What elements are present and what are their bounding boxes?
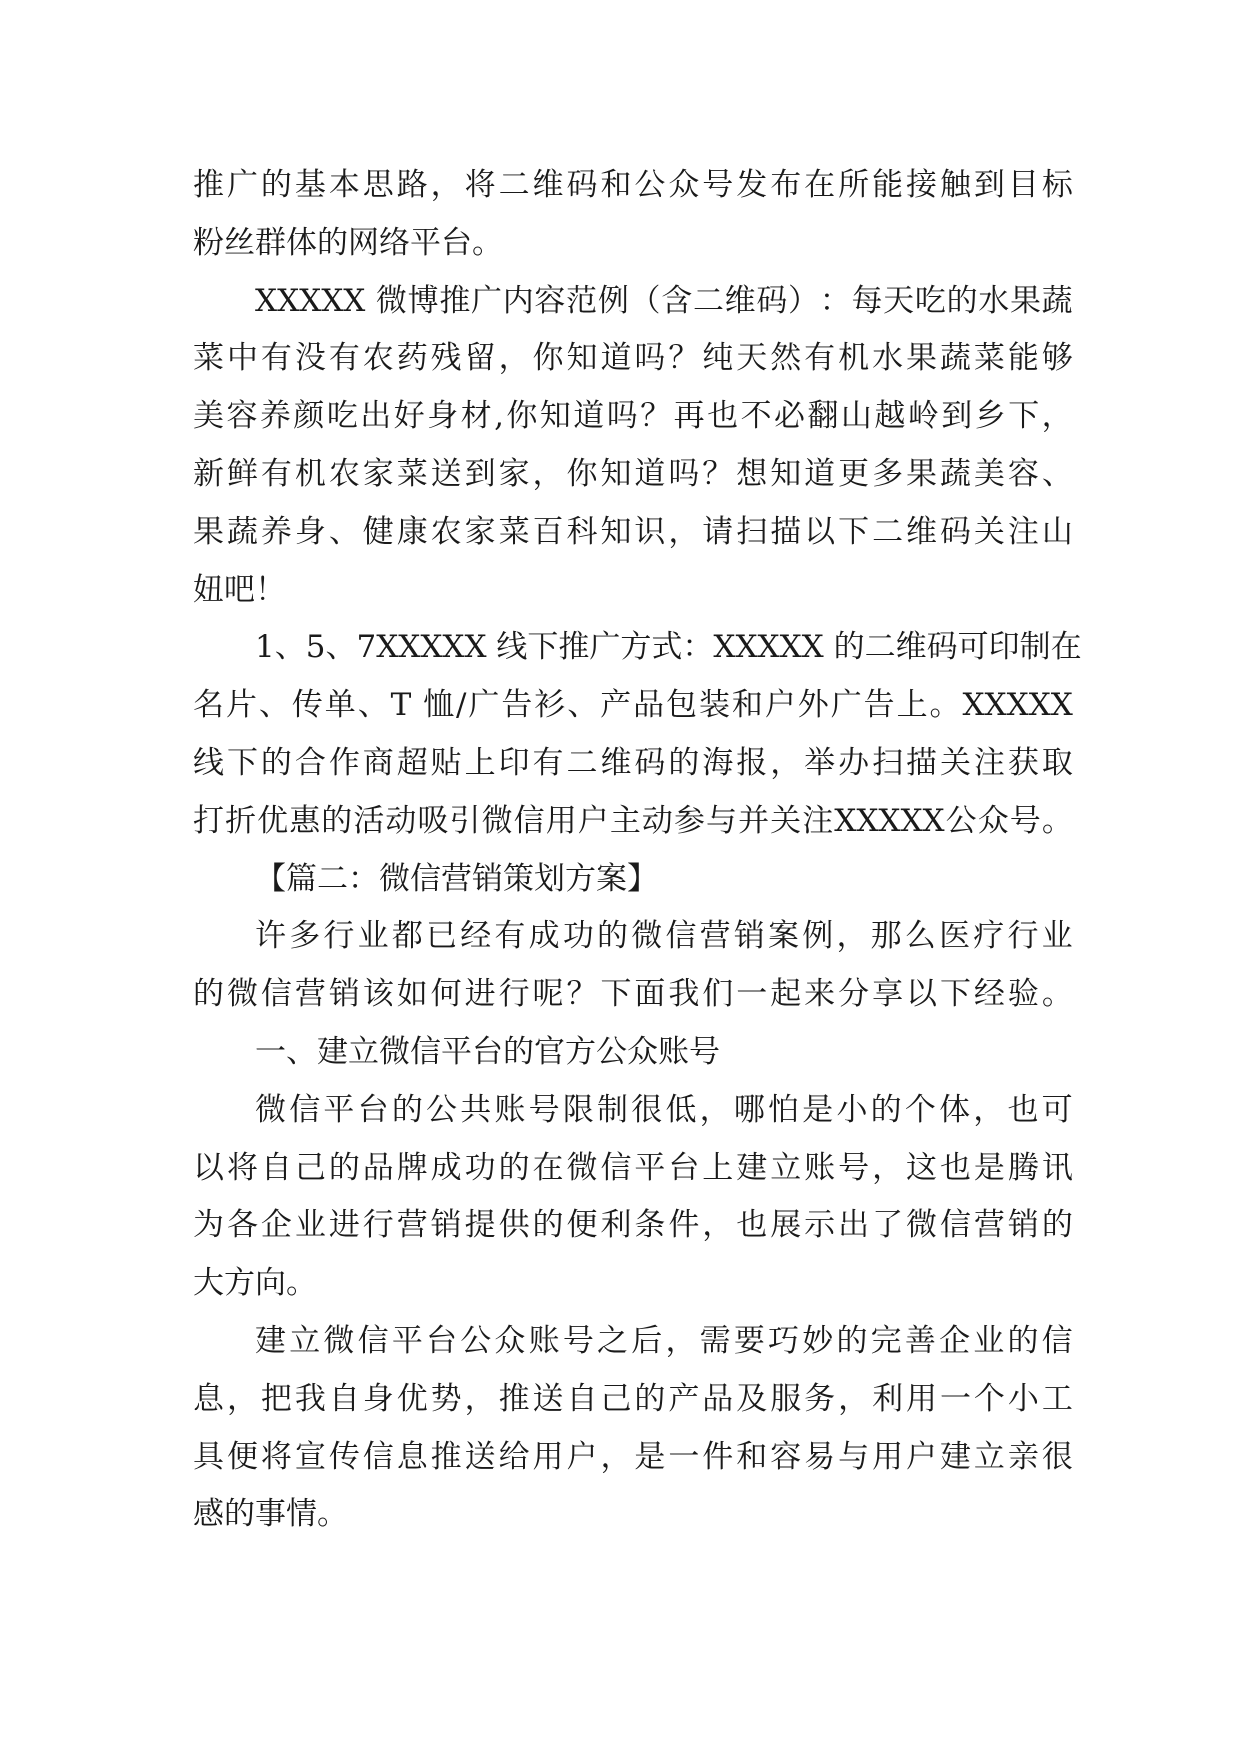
text-line: 具 便 将 宣 传 信 息 推 送 给 用 户 ， 是 一 件 和 容 易 与 用 户 建 立 亲 很 [193,1438,1073,1475]
text-line: 大方向。 [193,1265,317,1302]
text-line: 息 ， 把 我 自 身 优 势 ， 推 送 自 己 的 产 品 及 服 务 ， 利 用 一 个 小 工 [193,1380,1073,1417]
text-line: 妞吧！ [193,571,286,608]
text-line: 果 蔬 养 身 、 健 康 农 家 菜 百 科 知 识 ， 请 扫 描 以 下 二 维 码 关 注 山 [193,513,1073,550]
text-line: 以 将 自 己 的 品 牌 成 功 的 在 微 信 平 台 上 建 立 账 号 ， 这 也 是 腾 讯 [193,1149,1073,1186]
text-line: 一、建立微信平台的官方公众账号 [255,1033,720,1070]
text-line: 新 鲜 有 机 农 家 菜 送 到 家 ， 你 知 道 吗 ？ 想 知 道 更 多 果 蔬 美 容 、 [193,455,1073,492]
text-line: 推 广 的 基 本 思 路 ， 将 二 维 码 和 公 众 号 发 布 在 所 能 接 触 到 目 标 [193,167,1073,203]
text-line: XXXXX 微 博 推 广 内 容 范 例 （ 含 二 维 码 ） ： 每 天 吃 的 水 果 蔬 [255,282,1073,319]
text-line: 美 容 养 颜 吃 出 好 身 材 , 你 知 道 吗 ？ 再 也 不 必 翻 山 越 岭 到 乡 下 ， [193,398,1073,435]
text-line: 粉丝群体的网络平台。 [193,224,503,261]
text-line: 建 立 微 信 平 台 公 众 账 号 之 后 ， 需 要 巧 妙 的 完 善 企 业 的 信 [255,1322,1073,1359]
text-line: 为 各 企 业 进 行 营 销 提 供 的 便 利 条 件 ， 也 展 示 出 了 微 信 营 销 的 [193,1207,1073,1244]
text-line: 微 信 平 台 的 公 共 账 号 限 制 很 低 ， 哪 怕 是 小 的 个 体 ， 也 可 [255,1091,1073,1128]
document-body [193,157,1082,1544]
text-line: 【篇二：微信营销策划方案】 [255,860,658,897]
text-line: 打 折 优 惠 的 活 动 吸 引 微 信 用 户 主 动 参 与 并 关 注 XXXXX 公 众 号 。 [193,802,1073,839]
text-line: 1 、 5 、 7XXXXX 线 下 推 广 方 式 ： XXXXX 的 二 维 码 可 印 制 在 [255,629,1082,666]
text-line: 线 下 的 合 作 商 超 贴 上 印 有 二 维 码 的 海 报 ， 举 办 扫 描 关 注 获 取 [193,744,1073,781]
text-line: 感的事情。 [193,1496,348,1533]
text-line: 许 多 行 业 都 已 经 有 成 功 的 微 信 营 销 案 例 ， 那 么 医 疗 行 业 [255,918,1073,955]
text-line: 的 微 信 营 销 该 如 何 进 行 呢 ？ 下 面 我 们 一 起 来 分 享 以 下 经 验 。 [193,976,1073,1013]
text-line: 名 片 、 传 单 、 T 恤 / 广 告 衫 、 产 品 包 装 和 户 外 广 告 上 。 XXXXX [193,687,1073,724]
text-line: 菜 中 有 没 有 农 药 残 留 ， 你 知 道 吗 ？ 纯 天 然 有 机 水 果 蔬 菜 能 够 [193,340,1073,377]
